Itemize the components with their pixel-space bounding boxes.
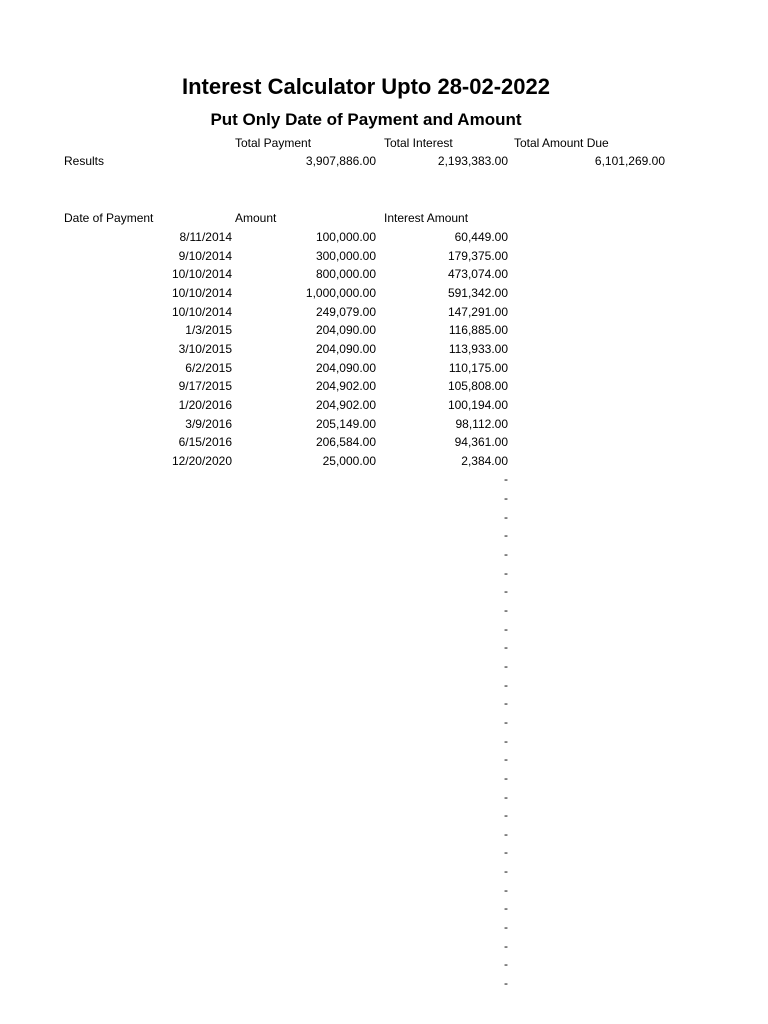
interest-amount-cell: - — [504, 658, 508, 673]
page-title: Interest Calculator Upto 28-02-2022 — [181, 74, 551, 99]
interest-amount-cell: 105,808.00 — [447, 379, 508, 394]
table-row — [0, 845, 768, 864]
table-row — [0, 398, 768, 417]
table-row — [0, 622, 768, 641]
payment-amount-cell: 800,000.00 — [315, 267, 376, 282]
interest-amount-cell: - — [504, 528, 508, 543]
table-row — [0, 267, 768, 286]
payment-date-cell: 8/11/2014 — [179, 230, 232, 244]
interest-amount-cell: - — [504, 714, 508, 729]
table-row — [0, 361, 768, 380]
table-row — [0, 603, 768, 622]
payment-date-cell: 3/9/2016 — [185, 416, 232, 431]
payment-amount-cell: 204,902.00 — [315, 397, 376, 412]
date-column-header: Date of Payment — [64, 211, 154, 225]
table-row — [0, 715, 768, 734]
amount-column-header: Amount — [235, 211, 277, 225]
interest-amount-cell: - — [504, 901, 508, 916]
payment-amount-cell: 249,079.00 — [315, 304, 376, 319]
interest-amount-cell: 113,933.00 — [448, 341, 508, 356]
interest-column-header: Interest Amount — [384, 211, 469, 225]
payment-date-cell: 9/17/2015 — [178, 379, 232, 394]
table-row — [0, 417, 768, 436]
payment-amount-cell: 204,090.00 — [315, 323, 376, 338]
total-interest-header: Total Interest — [384, 136, 453, 150]
total-payment-header: Total Payment — [235, 136, 312, 150]
interest-amount-cell: - — [504, 696, 508, 711]
table-row — [0, 790, 768, 809]
total-payment-value: 3,907,886.00 — [305, 154, 376, 168]
interest-amount-cell: - — [504, 491, 508, 506]
interest-amount-cell: - — [504, 603, 508, 617]
table-row — [0, 752, 768, 771]
interest-amount-cell: - — [504, 677, 508, 692]
payment-date-cell: 1/20/2016 — [178, 397, 232, 412]
table-row — [0, 230, 768, 249]
interest-amount-cell: - — [504, 808, 508, 823]
interest-amount-cell: - — [504, 957, 508, 972]
interest-amount-cell: - — [504, 640, 508, 655]
payment-amount-cell: 25,000.00 — [322, 453, 376, 468]
payment-amount-cell: 1,000,000.00 — [305, 285, 376, 300]
interest-amount-cell: - — [504, 864, 508, 879]
table-row — [0, 305, 768, 324]
table-row — [0, 286, 768, 305]
table-row — [0, 249, 768, 268]
table-row — [0, 491, 768, 510]
payment-amount-cell: 206,584.00 — [315, 435, 376, 450]
table-row — [0, 771, 768, 790]
table-row — [0, 864, 768, 883]
table-row — [0, 827, 768, 846]
interest-amount-cell: 179,375.00 — [447, 248, 508, 263]
payment-amount-cell: 300,000.00 — [315, 248, 376, 263]
results-label: Results — [64, 154, 105, 168]
interest-amount-cell: - — [504, 976, 508, 990]
total-due-value: 6,101,269.00 — [594, 154, 665, 168]
table-row — [0, 678, 768, 697]
interest-amount-cell: 98,112.00 — [455, 416, 508, 431]
payment-amount-cell: 205,149.00 — [315, 416, 376, 431]
table-row — [0, 808, 768, 827]
interest-amount-cell: - — [504, 845, 508, 860]
table-row — [0, 435, 768, 454]
payment-date-cell: 10/10/2014 — [171, 267, 232, 282]
interest-amount-cell: 591,342.00 — [447, 285, 508, 300]
table-row — [0, 528, 768, 547]
interest-amount-cell: - — [504, 733, 508, 748]
table-row — [0, 566, 768, 585]
payment-date-cell: 6/2/2015 — [185, 360, 232, 375]
table-row — [0, 472, 768, 491]
table-row — [0, 342, 768, 361]
payment-amount-cell: 204,090.00 — [315, 360, 376, 375]
table-row — [0, 901, 768, 920]
table-row — [0, 454, 768, 473]
payment-date-cell: 10/10/2014 — [171, 304, 232, 319]
interest-amount-cell: - — [504, 770, 508, 785]
interest-amount-cell: 60,449.00 — [454, 230, 508, 244]
table-row — [0, 939, 768, 958]
table-row — [0, 696, 768, 715]
table-row — [0, 920, 768, 939]
payment-date-cell: 10/10/2014 — [171, 285, 232, 300]
payment-date-cell: 1/3/2015 — [185, 323, 232, 338]
interest-amount-cell: - — [504, 547, 508, 562]
interest-amount-cell: 100,194.00 — [447, 397, 508, 412]
interest-amount-cell: - — [504, 752, 508, 767]
payment-date-cell: 6/15/2016 — [178, 435, 232, 450]
interest-amount-cell: - — [504, 472, 508, 487]
interest-amount-cell: 110,175.00 — [448, 360, 508, 375]
interest-amount-cell: 116,885.00 — [448, 323, 508, 338]
table-row — [0, 510, 768, 529]
table-row — [0, 547, 768, 566]
interest-amount-cell: - — [504, 789, 508, 804]
total-due-header: Total Amount Due — [514, 136, 609, 150]
page-subtitle: Put Only Date of Payment and Amount — [210, 110, 522, 129]
interest-amount-cell: - — [504, 826, 508, 841]
payment-amount-cell: 204,902.00 — [315, 379, 376, 394]
table-row — [0, 584, 768, 603]
interest-amount-cell: 2,384.00 — [461, 453, 508, 468]
interest-amount-cell: - — [504, 938, 508, 953]
table-row — [0, 640, 768, 659]
total-interest-value: 2,193,383.00 — [437, 154, 508, 168]
table-row — [0, 957, 768, 976]
interest-amount-cell: - — [504, 621, 508, 636]
interest-amount-cell: 473,074.00 — [447, 267, 508, 282]
table-row — [0, 734, 768, 753]
interest-amount-cell: - — [504, 882, 508, 897]
table-row — [0, 379, 768, 398]
interest-amount-cell: - — [504, 509, 508, 524]
table-row — [0, 659, 768, 678]
interest-amount-cell: 94,361.00 — [454, 435, 508, 450]
payment-amount-cell: 204,090.00 — [315, 341, 376, 356]
payment-date-cell: 12/20/2020 — [171, 453, 232, 468]
payment-amount-cell: 100,000.00 — [315, 230, 376, 244]
payment-date-cell: 9/10/2014 — [178, 248, 232, 263]
table-row — [0, 883, 768, 902]
table-row — [0, 976, 768, 995]
payment-date-cell: 3/10/2015 — [178, 341, 232, 356]
interest-amount-cell: - — [504, 920, 508, 935]
interest-amount-cell: - — [504, 565, 508, 580]
interest-amount-cell: - — [504, 584, 508, 599]
table-row — [0, 323, 768, 342]
interest-amount-cell: 147,291.00 — [447, 304, 508, 319]
